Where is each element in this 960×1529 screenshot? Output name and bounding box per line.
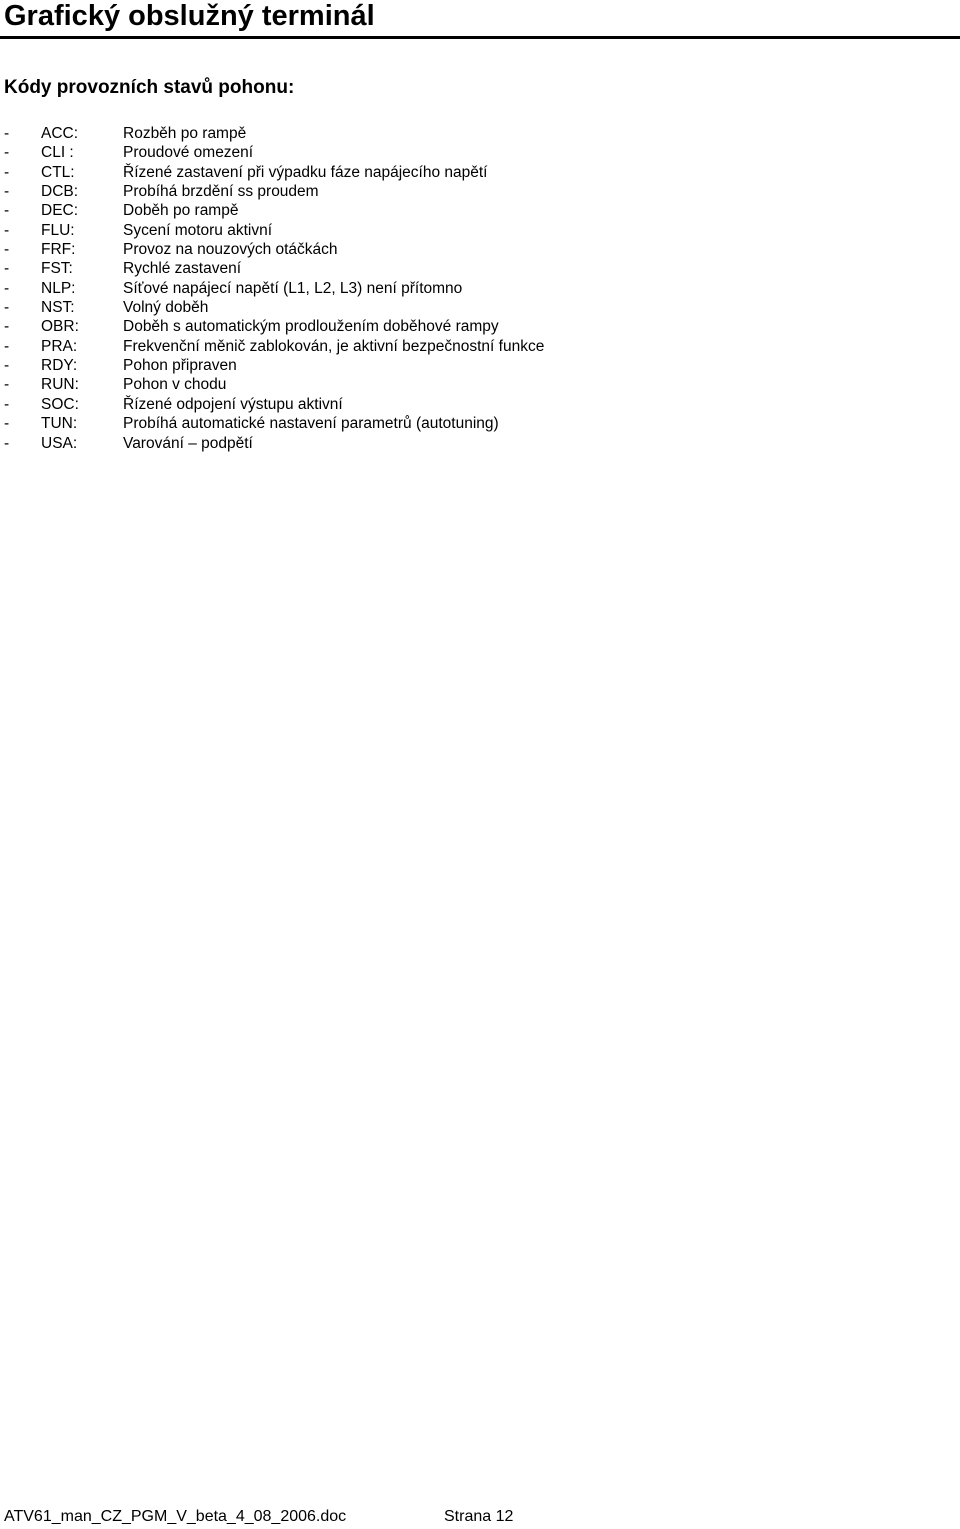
- status-description: Probíhá brzdění ss proudem: [123, 183, 319, 201]
- status-code: FLU:: [41, 221, 75, 239]
- status-code: RUN:: [41, 376, 79, 394]
- status-code: FST:: [41, 260, 73, 278]
- status-code: OBR:: [41, 318, 79, 336]
- status-code: DEC:: [41, 202, 79, 220]
- page-footer: [0, 1506, 960, 1528]
- status-description: Rozběh po rampě: [123, 125, 247, 142]
- bullet-dash: -: [4, 221, 10, 239]
- status-code: SOC:: [41, 395, 79, 413]
- status-code: TUN:: [41, 415, 78, 433]
- status-description: Rychlé zastavení: [123, 260, 242, 278]
- footer-page-number: Strana 12: [444, 1508, 514, 1525]
- status-description: Pohon připraven: [123, 357, 237, 375]
- bullet-dash: -: [4, 434, 10, 452]
- status-code: DCB:: [41, 183, 79, 201]
- bullet-dash: -: [4, 260, 10, 278]
- bullet-dash: -: [4, 183, 10, 201]
- status-code: CTL:: [41, 163, 75, 181]
- bullet-dash: -: [4, 279, 10, 297]
- bullet-dash: -: [4, 357, 10, 375]
- status-description: Provoz na nouzových otáčkách: [123, 241, 338, 259]
- bullet-dash: -: [4, 337, 10, 355]
- status-code: USA:: [41, 434, 78, 452]
- status-description: Varování – podpětí: [123, 434, 253, 452]
- status-description: Proudové omezení: [123, 144, 254, 162]
- status-description: Pohon v chodu: [123, 376, 227, 394]
- status-code: NST:: [41, 299, 75, 317]
- bullet-dash: -: [4, 299, 10, 317]
- status-description: Probíhá automatické nastavení parametrů (autotuning): [123, 415, 499, 433]
- status-code: FRF:: [41, 241, 76, 259]
- bullet-dash: -: [4, 415, 10, 433]
- status-description: Řízené zastavení při výpadku fáze napájecího napětí: [123, 163, 488, 181]
- bullet-dash: -: [4, 202, 10, 220]
- bullet-dash: -: [4, 376, 10, 394]
- status-description: Sycení motoru aktivní: [123, 221, 273, 239]
- status-description: Frekvenční měnič zablokován, je aktivní bezpečnostní funkce: [123, 337, 545, 355]
- section-heading: Kódy provozních stavů pohonu:: [4, 77, 295, 98]
- status-description: Síťové napájecí napětí (L1, L2, L3) není přítomno: [123, 279, 463, 297]
- bullet-dash: -: [4, 125, 10, 142]
- page-title: Grafický obslužný terminál: [4, 0, 375, 32]
- bullet-dash: -: [4, 163, 10, 181]
- bullet-dash: -: [4, 395, 10, 413]
- status-code: ACC:: [41, 125, 79, 142]
- status-description: Volný doběh: [123, 299, 209, 317]
- status-code: PRA:: [41, 337, 78, 355]
- title-underline-rule: [0, 36, 960, 39]
- status-description: Doběh po rampě: [123, 202, 239, 220]
- status-code: CLI :: [41, 144, 74, 162]
- bullet-dash: -: [4, 318, 10, 336]
- bullet-dash: -: [4, 241, 10, 259]
- status-code: RDY:: [41, 357, 78, 375]
- status-description: Doběh s automatickým prodloužením doběhové rampy: [123, 318, 499, 336]
- status-code: NLP:: [41, 279, 76, 297]
- status-description: Řízené odpojení výstupu aktivní: [123, 395, 343, 413]
- bullet-dash: -: [4, 144, 10, 162]
- footer-filename: ATV61_man_CZ_PGM_V_beta_4_08_2006.doc: [4, 1508, 347, 1525]
